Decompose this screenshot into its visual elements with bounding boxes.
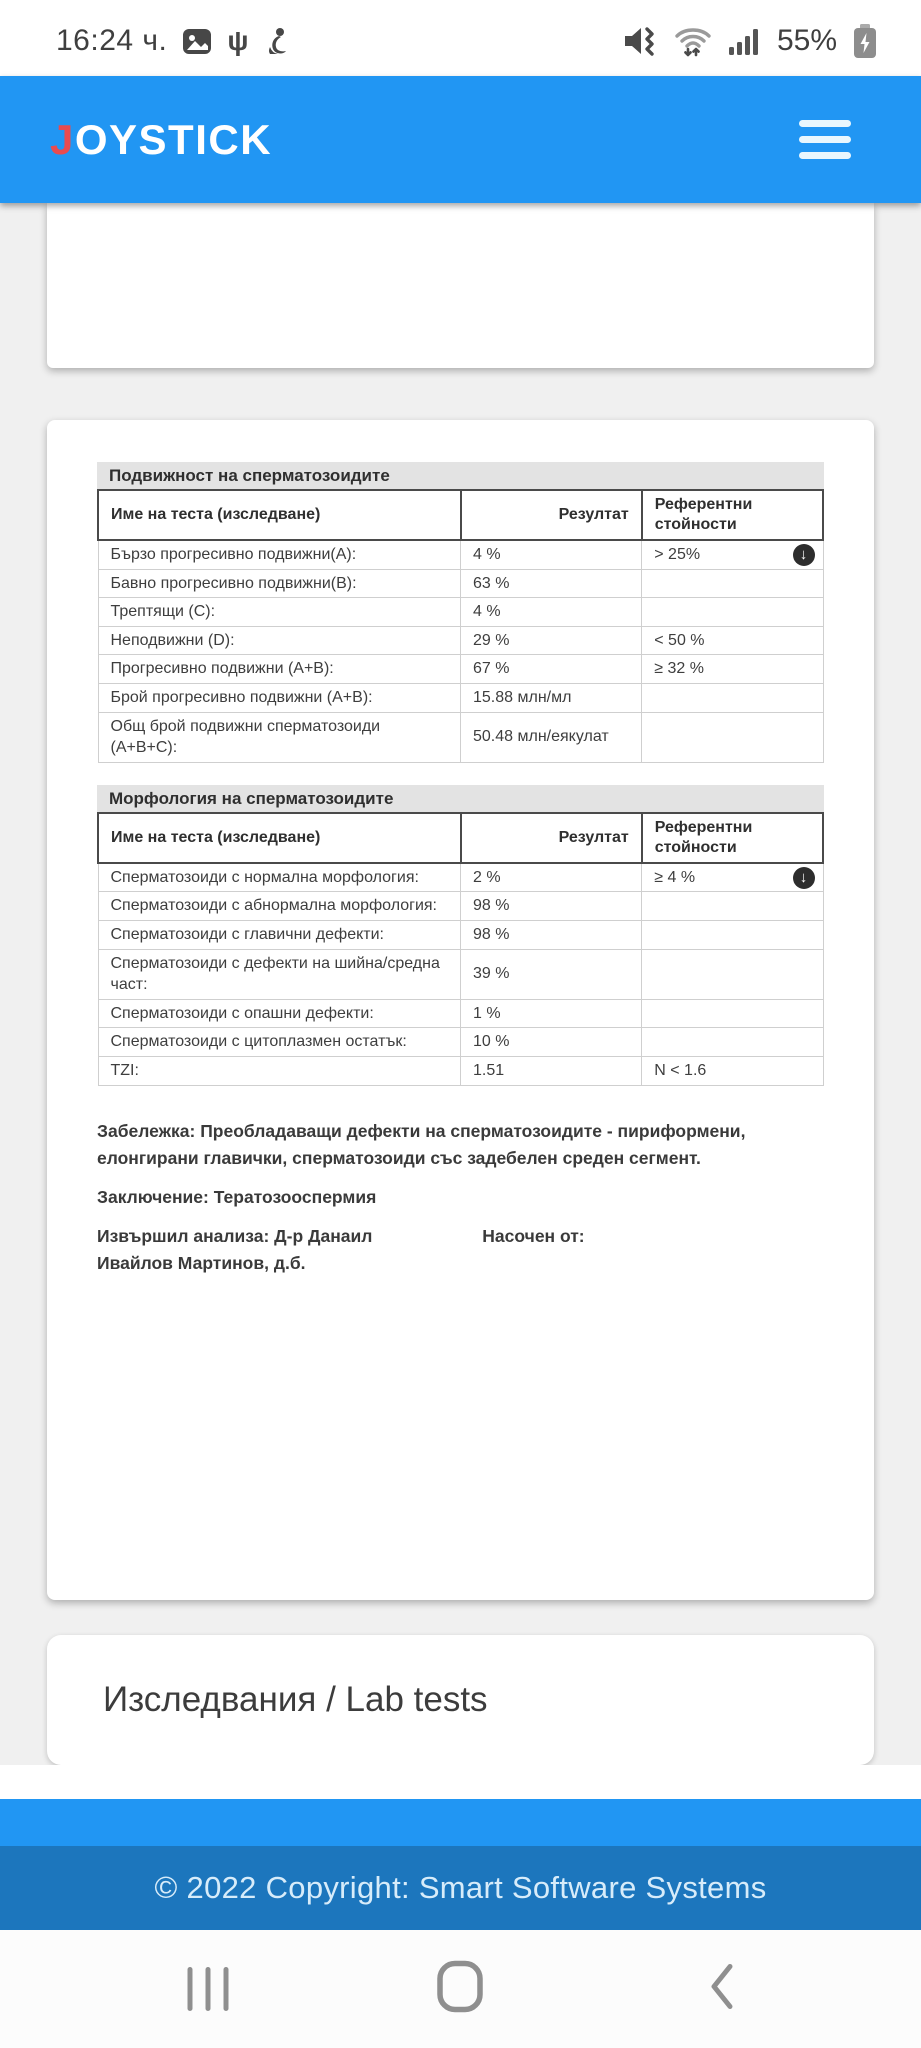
- page-content: [0, 203, 921, 1765]
- lab-tests-card[interactable]: [47, 1635, 874, 1765]
- footer-top-band: [0, 1799, 921, 1846]
- reference-cell: [642, 949, 823, 999]
- conclusion-text: Заключение: Тератозооспермия: [97, 1186, 377, 1207]
- result-cell: 2 %: [461, 863, 642, 892]
- usb-icon: ψ: [227, 25, 249, 56]
- morphology-table: [97, 812, 824, 1086]
- table-row: [98, 920, 823, 949]
- referred-by-label: Насочен от:: [482, 1225, 585, 1246]
- table-header-row: [98, 813, 823, 863]
- logo-rest-letters: OYSTICK: [74, 115, 273, 163]
- note-text: Забележка: Преобладаващи дефекти на сперматозоидите - пириформени, елонгирани главички, сперматозоиди със задебелен среден сегмент.: [97, 1120, 746, 1168]
- footer-bottom-band: [0, 1846, 921, 1930]
- test-name-cell: TZI:: [98, 1056, 461, 1085]
- status-bar-left: [56, 24, 290, 58]
- test-name-cell: Сперматозоиди с главични дефекти:: [98, 920, 461, 949]
- reference-cell: < 50 %: [642, 626, 823, 655]
- result-cell: 1 %: [461, 999, 642, 1028]
- status-bar: [0, 0, 921, 76]
- reference-cell: [642, 540, 823, 569]
- column-header-reference: Референтни стойности: [642, 490, 823, 540]
- clock-text: 16:24 ч.: [56, 24, 168, 57]
- footer-spacer: [0, 1765, 921, 1799]
- table-row: [98, 1056, 823, 1085]
- result-cell: 98 %: [461, 920, 642, 949]
- section-title-morphology: Морфология на сперматозоидите: [97, 785, 824, 812]
- reference-cell: [642, 920, 823, 949]
- test-name-cell: Сперматозоиди с дефекти на шийна/средна част:: [98, 949, 461, 999]
- motility-table: [97, 489, 824, 763]
- table-row: [98, 949, 823, 999]
- reference-cell: [642, 1028, 823, 1057]
- result-cell: 4 %: [461, 540, 642, 569]
- analyst-row: [97, 1223, 824, 1277]
- test-name-cell: Сперматозоиди с цитоплазмен остатък:: [98, 1028, 461, 1057]
- reference-cell: [642, 598, 823, 627]
- status-bar-right: [623, 24, 877, 58]
- result-cell: 67 %: [461, 655, 642, 684]
- reference-value: > 25%: [654, 546, 701, 563]
- result-cell: 98 %: [461, 892, 642, 921]
- reference-cell: [642, 892, 823, 921]
- battery-percent-text: 55%: [776, 24, 837, 57]
- section-title-motility: Подвижност на сперматозоидите: [97, 462, 824, 489]
- lab-report-card: [47, 420, 874, 1600]
- column-header-result: Резултат: [461, 813, 642, 863]
- result-cell: 39 %: [461, 949, 642, 999]
- reference-cell: [642, 683, 823, 712]
- test-name-cell: Сперматозоиди с опашни дефекти:: [98, 999, 461, 1028]
- image-icon: [183, 29, 211, 54]
- reference-cell: [642, 863, 823, 892]
- mute-vibrate-icon: [623, 25, 657, 57]
- test-name-cell: Прогресивно подвижни (A+B):: [98, 655, 461, 684]
- result-cell: 15.88 млн/мл: [461, 683, 642, 712]
- reference-cell: N < 1.6: [642, 1056, 823, 1085]
- android-nav-bar: [0, 1930, 921, 2048]
- result-cell: 4 %: [461, 598, 642, 627]
- table-header-row: [98, 490, 823, 540]
- column-header-test-name: Име на теста (изследване): [98, 813, 461, 863]
- table-row: [98, 598, 823, 627]
- test-name-cell: Брой прогресивно подвижни (A+B):: [98, 683, 461, 712]
- reference-cell: ≥ 32 %: [642, 655, 823, 684]
- result-cell: 50.48 млн/еякулат: [461, 712, 642, 762]
- test-name-cell: Бавно прогресивно подвижни(B):: [98, 569, 461, 598]
- column-header-reference: Референтни стойности: [642, 813, 823, 863]
- test-name-cell: Неподвижни (D):: [98, 626, 461, 655]
- battery-charging-icon: [853, 24, 877, 58]
- result-cell: 10 %: [461, 1028, 642, 1057]
- test-name-cell: Общ брой подвижни сперматозоиди (A+B+C):: [98, 712, 461, 762]
- home-icon[interactable]: [436, 1960, 484, 2019]
- hamburger-menu-icon[interactable]: [799, 120, 851, 159]
- result-cell: 29 %: [461, 626, 642, 655]
- test-name-cell: Сперматозоиди с нормална морфология:: [98, 863, 461, 892]
- table-row: [98, 655, 823, 684]
- logo-accent-letter: J: [50, 115, 75, 163]
- table-row: [98, 892, 823, 921]
- table-row: [98, 626, 823, 655]
- table-row: [98, 1028, 823, 1057]
- reference-cell: [642, 999, 823, 1028]
- table-row: [98, 999, 823, 1028]
- column-header-result: Резултат: [461, 490, 642, 540]
- test-name-cell: Бързо прогресивно подвижни(A):: [98, 540, 461, 569]
- app-header: [0, 76, 921, 203]
- figure-icon: [264, 27, 290, 55]
- column-header-test-name: Име на теста (изследване): [98, 490, 461, 540]
- low-value-down-arrow-icon: ↓: [793, 544, 815, 566]
- copyright-text: © 2022 Copyright: Smart Software Systems: [154, 1870, 767, 1905]
- result-cell: 63 %: [461, 569, 642, 598]
- table-row: [98, 712, 823, 762]
- table-row: [98, 863, 823, 892]
- table-row: [98, 683, 823, 712]
- reference-cell: [642, 569, 823, 598]
- empty-card: [47, 203, 874, 368]
- back-icon[interactable]: [709, 1962, 735, 2017]
- test-name-cell: Трептящи (C):: [98, 598, 461, 627]
- recents-icon[interactable]: [188, 1967, 229, 2011]
- wifi-arrows-icon: [673, 24, 713, 58]
- reference-cell: [642, 712, 823, 762]
- low-value-down-arrow-icon: ↓: [793, 867, 815, 889]
- table-row: [98, 569, 823, 598]
- reference-value: ≥ 4 %: [654, 868, 696, 886]
- signal-icon: [729, 26, 761, 56]
- lab-tests-title: Изследвания / Lab tests: [103, 1680, 488, 1719]
- analyst-text: Извършил анализа: Д-р Данаил Ивайлов Мартинов, д.б.: [97, 1225, 373, 1273]
- table-row: [98, 540, 823, 569]
- app-logo[interactable]: [50, 116, 272, 164]
- result-cell: 1.51: [461, 1056, 642, 1085]
- test-name-cell: Сперматозоиди с абнормална морфология:: [98, 892, 461, 921]
